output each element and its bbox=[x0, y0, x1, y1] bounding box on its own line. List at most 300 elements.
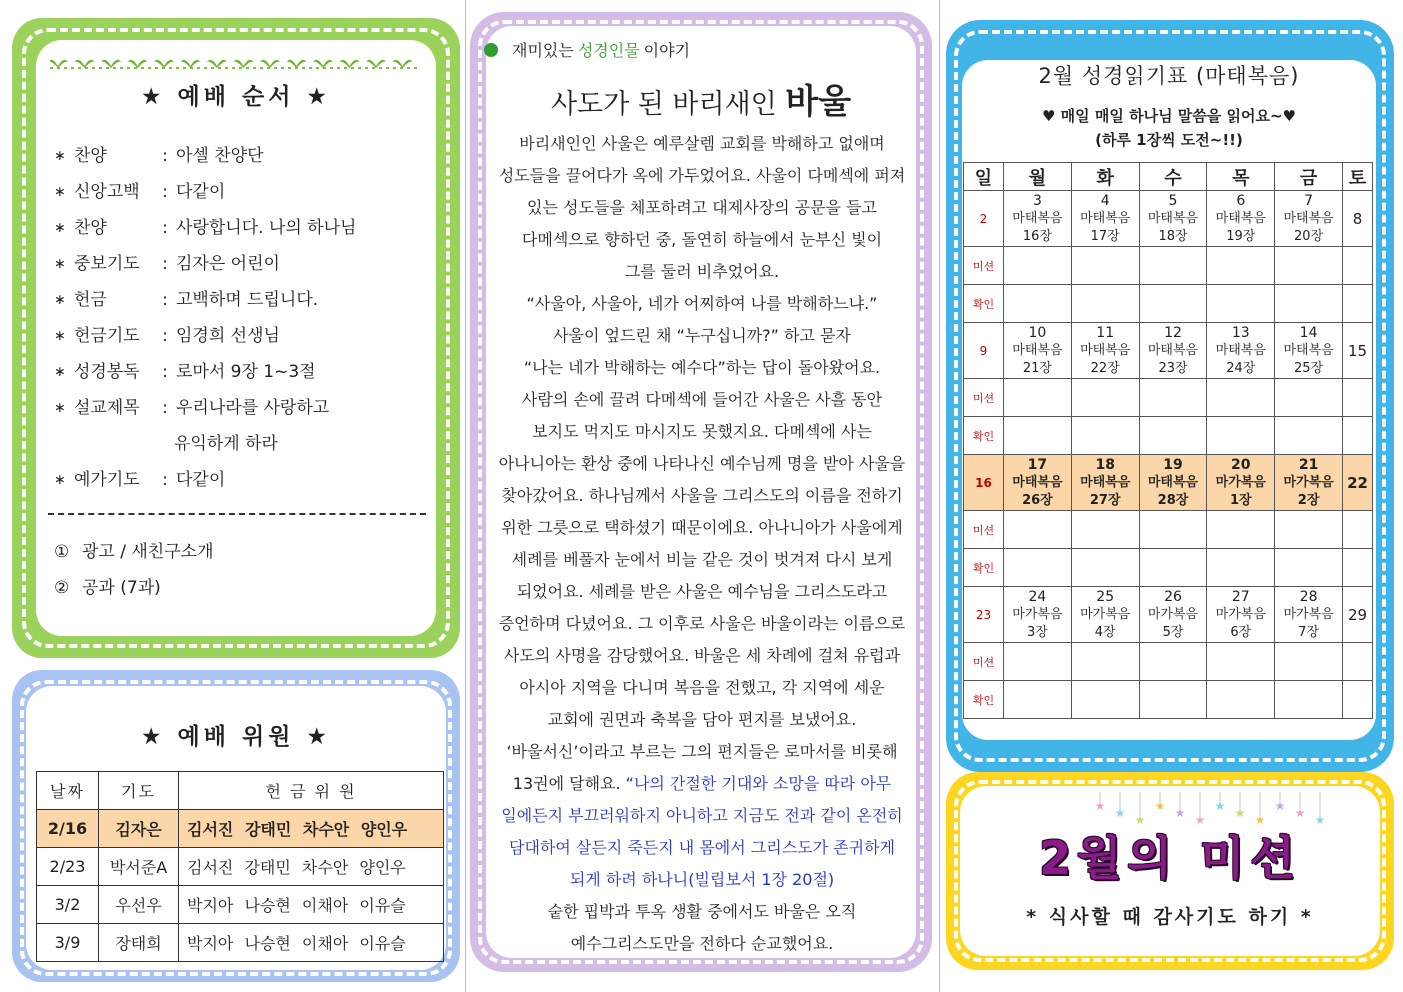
header-date: 날짜 bbox=[37, 772, 99, 810]
mission-row bbox=[964, 643, 1373, 681]
sprout-icon bbox=[313, 60, 333, 68]
check-row bbox=[964, 681, 1373, 719]
order-item bbox=[54, 318, 434, 354]
check-cell[interactable] bbox=[1071, 247, 1139, 285]
reading-day-cell bbox=[1275, 323, 1343, 379]
check-row bbox=[964, 417, 1373, 455]
order-item bbox=[54, 390, 434, 426]
check-cell[interactable] bbox=[1343, 285, 1373, 323]
mission-row bbox=[964, 511, 1373, 549]
book-name: 마가복음 bbox=[1283, 606, 1334, 622]
reading-day-cell bbox=[1139, 455, 1207, 511]
weekday-label: 금 bbox=[1275, 163, 1343, 191]
check-cell[interactable] bbox=[1071, 681, 1139, 719]
check-cell[interactable] bbox=[1275, 511, 1343, 549]
calendar-week-row bbox=[964, 323, 1373, 379]
check-cell[interactable] bbox=[1275, 417, 1343, 455]
mission-row bbox=[964, 247, 1373, 285]
chapter: 23장 bbox=[1158, 360, 1188, 376]
member-date: 2/23 bbox=[37, 848, 99, 886]
check-cell[interactable] bbox=[1207, 681, 1275, 719]
weekday-header-row bbox=[964, 163, 1373, 191]
weekday-label: 토 bbox=[1343, 163, 1373, 191]
chapter: 19장 bbox=[1226, 228, 1256, 244]
sprout-icon bbox=[50, 60, 68, 68]
check-cell[interactable] bbox=[1207, 417, 1275, 455]
story-line: 예수그리스도만을 전하다 순교했어요. bbox=[570, 934, 834, 953]
reading-calendar bbox=[963, 162, 1373, 719]
day-number: 3 bbox=[1032, 192, 1042, 209]
story-line: 아나니아는 환상 중에 나타나신 예수님께 명을 받아 사울을 bbox=[498, 454, 906, 473]
reading-day-cell bbox=[1207, 191, 1275, 247]
story-line: “사울아, 사울아, 네가 어찌하여 나를 박해하느냐.” bbox=[526, 294, 878, 313]
chapter: 18장 bbox=[1158, 228, 1188, 244]
check-cell[interactable] bbox=[1343, 643, 1373, 681]
colon-separator: : bbox=[162, 182, 168, 202]
check-cell[interactable] bbox=[1071, 511, 1139, 549]
story-line: 위한 그릇으로 택하셨기 때문이에요. 아나니아가 사울에게 bbox=[501, 518, 903, 537]
sprout-icon bbox=[128, 60, 148, 68]
colon-separator: : bbox=[162, 326, 168, 346]
order-item-value: 사랑합니다. 나의 하나님 bbox=[176, 218, 357, 238]
book-name: 마태복음 bbox=[1147, 474, 1199, 490]
check-label: 확인 bbox=[964, 417, 1004, 455]
sprout-icon bbox=[340, 60, 360, 68]
order-item bbox=[54, 462, 434, 498]
table-row bbox=[37, 848, 444, 886]
book-name: 마태복음 bbox=[1080, 210, 1131, 226]
green-dot-icon bbox=[484, 43, 498, 57]
reading-day-cell bbox=[1139, 323, 1207, 379]
member-prayer: 우선우 bbox=[99, 886, 179, 924]
check-cell[interactable] bbox=[1343, 549, 1373, 587]
weekday-label: 월 bbox=[1004, 163, 1072, 191]
day-number: 20 bbox=[1231, 456, 1251, 473]
story-line: 성도들을 끌어다가 옥에 가두었어요. 사울이 다메섹에 퍼져 bbox=[498, 166, 906, 185]
chapter: 21장 bbox=[1022, 360, 1052, 376]
bullet-icon: ∗ bbox=[54, 400, 66, 416]
check-cell[interactable] bbox=[1139, 417, 1207, 455]
chapter: 24장 bbox=[1226, 360, 1256, 376]
check-cell[interactable] bbox=[1139, 247, 1207, 285]
check-cell[interactable] bbox=[1004, 379, 1072, 417]
day-number: 12 bbox=[1164, 324, 1182, 341]
saturday-date: 8 bbox=[1343, 191, 1373, 247]
worship-order-list bbox=[54, 138, 434, 498]
chapter: 16장 bbox=[1022, 228, 1052, 244]
notice-text: 광고 / 새친구소개 bbox=[82, 542, 214, 562]
weekday-label: 목 bbox=[1207, 163, 1275, 191]
check-cell[interactable] bbox=[1343, 247, 1373, 285]
story-line: 증언하며 다녔어요. 그 이후로 사울은 바울이라는 이름으로 bbox=[498, 614, 906, 633]
order-item-value: 고백하며 드립니다. bbox=[176, 290, 319, 310]
reading-day-cell bbox=[1139, 587, 1207, 643]
sprout-garland-icon bbox=[50, 38, 420, 78]
story-line: 그를 둘러 비추었어요. bbox=[624, 262, 780, 281]
notice-item bbox=[54, 570, 214, 606]
check-cell[interactable] bbox=[1207, 549, 1275, 587]
star-icon: ★ bbox=[1294, 806, 1306, 820]
story-line: 되었어요. 세례를 받은 사울은 예수님을 그리스도라고 bbox=[516, 582, 888, 601]
day-number: 14 bbox=[1299, 324, 1318, 341]
worship-members-title: ★ 예배 위원 ★ bbox=[140, 724, 332, 750]
table-header-row bbox=[37, 772, 444, 810]
sprout-icon bbox=[260, 60, 280, 68]
star-icon: ★ bbox=[1214, 799, 1226, 813]
reading-day-cell bbox=[1207, 455, 1275, 511]
order-item-label: 성경봉독 bbox=[74, 362, 140, 382]
check-label: 확인 bbox=[964, 681, 1004, 719]
chapter: 28장 bbox=[1157, 492, 1189, 508]
chapter: 4장 bbox=[1094, 624, 1116, 640]
book-name: 마가복음 bbox=[1215, 474, 1266, 490]
story-kicker-post: 이야기 bbox=[643, 41, 691, 60]
book-name: 마태복음 bbox=[1012, 474, 1063, 490]
chapter: 5장 bbox=[1162, 624, 1184, 640]
day-number: 5 bbox=[1168, 192, 1178, 209]
day-number: 19 bbox=[1163, 456, 1183, 473]
weekday-label: 일 bbox=[964, 163, 1004, 191]
sunday-date: 9 bbox=[964, 323, 1004, 379]
reading-day-cell bbox=[1275, 587, 1343, 643]
story-line: 사람의 손에 끌려 다메섹에 들어간 사울은 사흘 동안 bbox=[521, 390, 883, 409]
story-line: 사울이 엎드린 채 “누구십니까?” 하고 묻자 bbox=[553, 326, 851, 345]
notice-text: 공과 (7과) bbox=[82, 578, 161, 598]
story-line: 찾아갔어요. 하나님께서 사울을 그리스도의 이름을 전하기 bbox=[501, 486, 903, 505]
day-number: 28 bbox=[1299, 588, 1318, 605]
colon-separator: : bbox=[162, 254, 168, 274]
book-name: 마가복음 bbox=[1147, 606, 1199, 622]
order-item-value: 우리나라를 사랑하고 bbox=[176, 398, 330, 418]
calendar-week-row bbox=[964, 455, 1373, 511]
story-line: 바리새인인 사울은 예루살렘 교회를 박해하고 없애며 bbox=[519, 134, 885, 153]
chapter: 2장 bbox=[1297, 492, 1320, 508]
verse-text: “나의 간절한 기대와 소망을 따라 아무 bbox=[625, 774, 892, 793]
table-row bbox=[37, 810, 444, 848]
story-line: 보지도 먹지도 마시지도 못했지요. 다메섹에 사는 bbox=[532, 422, 872, 441]
verse-line: 되게 하려 하나니(빌립보서 1장 20절) bbox=[569, 870, 835, 889]
check-cell[interactable] bbox=[1275, 643, 1343, 681]
day-number: 18 bbox=[1095, 456, 1115, 473]
reading-day-cell bbox=[1004, 455, 1072, 511]
colon-separator: : bbox=[162, 218, 168, 238]
order-item-label: 신앙고백 bbox=[74, 182, 140, 202]
story-line: 숱한 핍박과 투옥 생활 중에서도 바울은 오직 bbox=[547, 902, 857, 921]
check-cell[interactable] bbox=[1004, 285, 1072, 323]
check-cell[interactable] bbox=[1139, 285, 1207, 323]
check-cell[interactable] bbox=[1139, 511, 1207, 549]
day-number: 7 bbox=[1304, 192, 1314, 209]
worship-members-table bbox=[36, 771, 444, 962]
bullet-icon: ∗ bbox=[54, 184, 66, 200]
star-icon: ★ bbox=[1134, 813, 1146, 827]
order-item-value: 임경희 선생님 bbox=[176, 326, 280, 346]
story-line: 사도의 사명을 감당했어요. 바울은 세 차례에 걸쳐 유럽과 bbox=[503, 646, 901, 665]
colon-separator: : bbox=[162, 290, 168, 310]
story-line: 세례를 베풀자 눈에서 비늘 같은 것이 벗겨져 다시 보게 bbox=[511, 550, 893, 569]
saturday-date: 15 bbox=[1343, 323, 1373, 379]
check-cell[interactable] bbox=[1004, 417, 1072, 455]
order-item-label: 찬양 bbox=[74, 146, 107, 166]
story-line-text: 13권에 달해요. bbox=[512, 774, 621, 793]
check-cell[interactable] bbox=[1207, 285, 1275, 323]
order-item bbox=[54, 354, 434, 390]
order-item-value: 다같이 bbox=[176, 470, 226, 490]
sprout-icon bbox=[393, 60, 413, 68]
chapter: 7장 bbox=[1298, 624, 1320, 640]
notice-number: ② bbox=[54, 578, 70, 598]
check-cell[interactable] bbox=[1275, 247, 1343, 285]
mission-label: 미션 bbox=[964, 379, 1004, 417]
order-item-value: 로마서 9장 1~3절 bbox=[176, 362, 316, 382]
book-name: 마태복음 bbox=[1012, 210, 1063, 226]
check-cell[interactable] bbox=[1004, 681, 1072, 719]
chapter: 1장 bbox=[1229, 492, 1252, 508]
day-number: 11 bbox=[1096, 324, 1115, 341]
day-number: 6 bbox=[1236, 192, 1246, 209]
star-icon: ★ bbox=[1274, 799, 1286, 813]
check-cell[interactable] bbox=[1004, 643, 1072, 681]
chapter: 25장 bbox=[1294, 360, 1324, 376]
verse-line: 일에든지 부끄러워하지 아니하고 지금도 전과 같이 온전히 bbox=[501, 806, 903, 825]
member-prayer: 박서준A bbox=[99, 848, 179, 886]
member-offering: 김서진 강태민 차수안 양인우 bbox=[179, 810, 444, 848]
mission-label: 미션 bbox=[964, 643, 1004, 681]
check-cell[interactable] bbox=[1275, 681, 1343, 719]
day-number: 24 bbox=[1028, 588, 1047, 605]
star-icon: ★ bbox=[1154, 799, 1166, 813]
star-icon: ★ bbox=[1314, 813, 1326, 827]
reading-plan-title: 2월 성경읽기표 (마태복음) bbox=[1038, 64, 1300, 88]
reading-day-cell bbox=[1071, 323, 1139, 379]
weekday-label: 수 bbox=[1139, 163, 1207, 191]
member-prayer: 장태희 bbox=[99, 924, 179, 962]
check-cell[interactable] bbox=[1139, 549, 1207, 587]
day-number: 27 bbox=[1231, 588, 1250, 605]
book-name: 마가복음 bbox=[1012, 606, 1063, 622]
check-cell[interactable] bbox=[1139, 681, 1207, 719]
book-name: 마태복음 bbox=[1215, 210, 1266, 226]
colon-separator: : bbox=[162, 362, 168, 382]
check-cell[interactable] bbox=[1139, 643, 1207, 681]
story-line: “나는 네가 박해하는 예수다”하는 답이 돌아왔어요. bbox=[523, 358, 881, 377]
reading-day-cell bbox=[1071, 587, 1139, 643]
check-cell[interactable] bbox=[1207, 247, 1275, 285]
check-row bbox=[964, 285, 1373, 323]
reading-day-cell bbox=[1207, 587, 1275, 643]
notice-list bbox=[54, 534, 214, 606]
order-divider bbox=[48, 513, 426, 515]
sprout-icon bbox=[287, 60, 307, 68]
sunday-date: 23 bbox=[964, 587, 1004, 643]
book-name: 마태복음 bbox=[1283, 210, 1334, 226]
check-cell[interactable] bbox=[1071, 643, 1139, 681]
book-name: 마가복음 bbox=[1283, 474, 1334, 490]
book-name: 마태복음 bbox=[1080, 474, 1131, 490]
order-item bbox=[54, 246, 434, 282]
story-line bbox=[484, 768, 920, 800]
story-kicker-highlight: 성경인물 bbox=[577, 41, 640, 60]
check-cell[interactable] bbox=[1343, 417, 1373, 455]
check-cell[interactable] bbox=[1343, 681, 1373, 719]
chapter: 26장 bbox=[1022, 492, 1053, 508]
sprout-icon bbox=[101, 60, 121, 68]
notice-item bbox=[54, 534, 214, 570]
story-line: 다메섹으로 향하던 중, 돌연히 하늘에서 눈부신 빛이 bbox=[521, 230, 883, 249]
check-cell[interactable] bbox=[1004, 247, 1072, 285]
reading-plan-subtitle-line1: ♥ 매일 매일 하나님 말씀을 읽어요~♥ bbox=[1042, 107, 1296, 125]
order-item bbox=[54, 138, 434, 174]
weekday-label: 화 bbox=[1071, 163, 1139, 191]
order-item-value: 김자은 어린이 bbox=[176, 254, 280, 274]
chapter: 17장 bbox=[1090, 228, 1120, 244]
bullet-icon: ∗ bbox=[54, 472, 66, 488]
reading-day-cell bbox=[1004, 191, 1072, 247]
story-title-name: 바울 bbox=[785, 82, 852, 122]
story-title bbox=[470, 74, 932, 123]
check-cell[interactable] bbox=[1071, 379, 1139, 417]
member-prayer: 김자은 bbox=[99, 810, 179, 848]
fold-line-right bbox=[939, 0, 940, 992]
day-number: 26 bbox=[1164, 588, 1182, 605]
bullet-icon: ∗ bbox=[54, 220, 66, 236]
mission-label: 미션 bbox=[964, 511, 1004, 549]
order-item-value: 다같이 bbox=[176, 182, 226, 202]
reading-day-cell bbox=[1004, 323, 1072, 379]
reading-day-cell bbox=[1275, 455, 1343, 511]
order-item-label: 중보기도 bbox=[74, 254, 140, 274]
book-name: 마태복음 bbox=[1215, 342, 1266, 358]
reading-day-cell bbox=[1004, 587, 1072, 643]
reading-day-cell bbox=[1207, 323, 1275, 379]
check-cell[interactable] bbox=[1139, 379, 1207, 417]
colon-separator: : bbox=[162, 398, 168, 418]
check-cell[interactable] bbox=[1004, 511, 1072, 549]
member-date: 3/9 bbox=[37, 924, 99, 962]
colon-separator: : bbox=[162, 470, 168, 490]
order-item-value: 아셀 찬양단 bbox=[176, 146, 264, 166]
order-item-label: 예가기도 bbox=[74, 470, 140, 490]
order-item bbox=[54, 282, 434, 318]
bullet-icon: ∗ bbox=[54, 292, 66, 308]
order-item bbox=[54, 426, 434, 462]
reading-day-cell bbox=[1071, 455, 1139, 511]
reading-day-cell bbox=[1275, 191, 1343, 247]
star-icon: ★ bbox=[1094, 799, 1106, 813]
mission-label: 미션 bbox=[964, 247, 1004, 285]
bullet-icon: ∗ bbox=[54, 256, 66, 272]
chapter: 3장 bbox=[1026, 624, 1048, 640]
reading-plan-subtitle-line2: (하루 1장씩 도전~!!) bbox=[1095, 131, 1243, 149]
order-item-label: 설교제목 bbox=[74, 398, 140, 418]
mission-text: * 식사할 때 감사기도 하기 * bbox=[1026, 906, 1314, 928]
bullet-icon: ∗ bbox=[54, 364, 66, 380]
book-name: 마태복음 bbox=[1283, 342, 1334, 358]
bullet-icon: ∗ bbox=[54, 148, 66, 164]
story-kicker-pre: 재미있는 bbox=[512, 41, 574, 60]
check-cell[interactable] bbox=[1275, 285, 1343, 323]
check-cell[interactable] bbox=[1275, 549, 1343, 587]
star-icon: ★ bbox=[1194, 813, 1206, 827]
order-item-label: 헌금기도 bbox=[74, 326, 140, 346]
sprout-icon bbox=[234, 60, 254, 68]
day-number: 10 bbox=[1028, 324, 1047, 341]
calendar-week-row bbox=[964, 587, 1373, 643]
order-item bbox=[54, 174, 434, 210]
check-cell[interactable] bbox=[1343, 511, 1373, 549]
chapter: 27장 bbox=[1089, 492, 1121, 508]
book-name: 마태복음 bbox=[1080, 342, 1131, 358]
worship-order-title: ★ 예배 순서 ★ bbox=[140, 84, 332, 110]
reading-day-cell bbox=[1071, 191, 1139, 247]
sunday-date: 2 bbox=[964, 191, 1004, 247]
sunday-date: 16 bbox=[964, 455, 1004, 511]
sprout-icon bbox=[366, 60, 386, 68]
chapter: 20장 bbox=[1294, 228, 1324, 244]
bullet-icon: ∗ bbox=[54, 328, 66, 344]
check-cell[interactable] bbox=[1071, 285, 1139, 323]
colon-separator: : bbox=[162, 146, 168, 166]
chapter: 6장 bbox=[1230, 624, 1252, 640]
book-name: 마태복음 bbox=[1147, 342, 1199, 358]
book-name: 마태복음 bbox=[1147, 210, 1199, 226]
reading-plan-subtitle bbox=[962, 104, 1376, 152]
order-item bbox=[54, 210, 434, 246]
sprout-icon bbox=[75, 60, 95, 68]
saturday-date: 22 bbox=[1343, 455, 1373, 511]
sprout-icon bbox=[154, 60, 174, 68]
notice-number: ① bbox=[54, 542, 70, 562]
header-prayer: 기도 bbox=[99, 772, 179, 810]
check-cell[interactable] bbox=[1071, 549, 1139, 587]
table-row bbox=[37, 886, 444, 924]
check-label: 확인 bbox=[964, 285, 1004, 323]
check-cell[interactable] bbox=[1207, 379, 1275, 417]
story-line: 아시아 지역을 다니며 복음을 전했고, 각 지역에 세운 bbox=[519, 678, 885, 697]
star-icon: ★ bbox=[1254, 813, 1266, 827]
book-name: 마가복음 bbox=[1080, 606, 1131, 622]
calendar-week-row bbox=[964, 191, 1373, 247]
book-name: 마태복음 bbox=[1012, 342, 1063, 358]
table-row bbox=[37, 924, 444, 962]
check-cell[interactable] bbox=[1207, 511, 1275, 549]
sprout-icon bbox=[181, 60, 201, 68]
header-offering: 헌 금 위 원 bbox=[179, 772, 444, 810]
check-cell[interactable] bbox=[1343, 379, 1373, 417]
mission-row bbox=[964, 379, 1373, 417]
check-cell[interactable] bbox=[1207, 643, 1275, 681]
star-icon: ★ bbox=[1234, 806, 1246, 820]
story-body bbox=[484, 128, 920, 960]
member-date: 2/16 bbox=[37, 810, 99, 848]
order-item-label: 찬양 bbox=[74, 218, 107, 238]
check-cell[interactable] bbox=[1275, 379, 1343, 417]
check-label: 확인 bbox=[964, 549, 1004, 587]
day-number: 17 bbox=[1027, 456, 1048, 473]
check-cell[interactable] bbox=[1004, 549, 1072, 587]
star-icon: ★ bbox=[1114, 806, 1126, 820]
check-cell[interactable] bbox=[1071, 417, 1139, 455]
book-name: 마가복음 bbox=[1215, 606, 1266, 622]
day-number: 4 bbox=[1100, 192, 1110, 209]
member-offering: 박지아 나승현 이채아 이유슬 bbox=[179, 886, 444, 924]
story-kicker bbox=[484, 38, 690, 61]
day-number: 25 bbox=[1096, 588, 1115, 605]
mission-title: 2월의 미션 bbox=[1039, 831, 1301, 885]
verse-line: 담대하여 살든지 죽든지 내 몸에서 그리스도가 존귀하게 bbox=[508, 838, 895, 857]
star-icon: ★ bbox=[1174, 806, 1186, 820]
story-line: ‘바울서신’이라고 부르는 그의 편지들은 로마서를 비롯해 bbox=[506, 742, 898, 761]
